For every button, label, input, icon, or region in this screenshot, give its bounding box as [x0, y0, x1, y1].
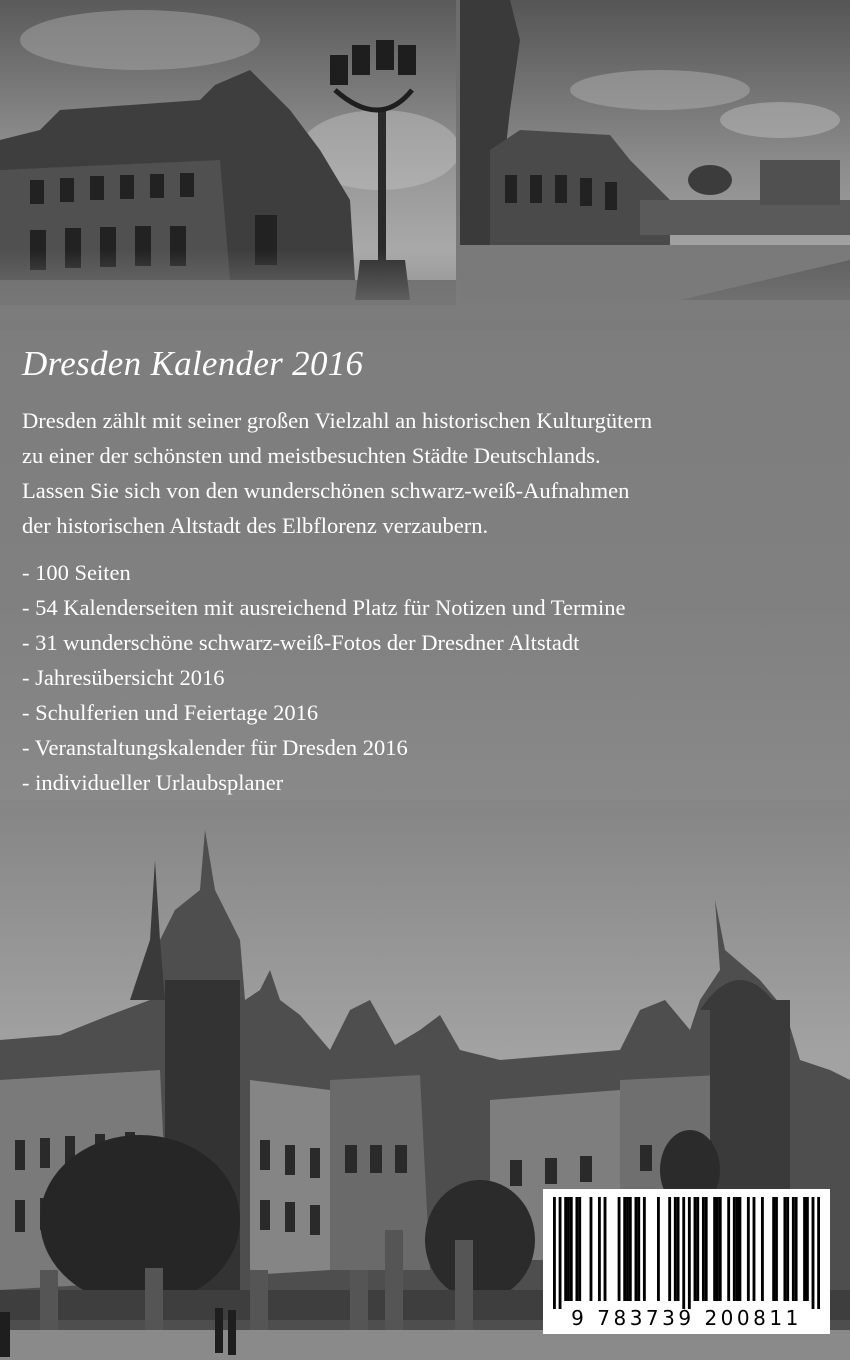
- barcode-bar: [747, 1197, 750, 1301]
- barcode-bar: [626, 1197, 629, 1301]
- barcode-bar: [657, 1197, 660, 1301]
- barcode-bar: [677, 1197, 680, 1301]
- isbn-barcode: [543, 1189, 830, 1334]
- barcode-bar: [578, 1197, 581, 1301]
- barcode-bar: [637, 1197, 640, 1301]
- barcode-bar: [772, 1197, 775, 1301]
- barcode-bar: [575, 1197, 578, 1301]
- top-photo-fade: [0, 250, 850, 330]
- barcode-bar: [792, 1197, 795, 1301]
- barcode-bar: [604, 1197, 607, 1301]
- feature-item: - individueller Urlaubsplaner: [22, 765, 625, 800]
- description-line: Dresden zählt mit seiner großen Vielzahl an historischen Kulturgütern: [22, 408, 653, 433]
- barcode-bars: [553, 1197, 820, 1309]
- top-photo-band: [0, 0, 850, 320]
- description-line: Lassen Sie sich von den wunderschönen schwarz-weiß-Aufnahmen: [22, 478, 630, 503]
- barcode-bar: [736, 1197, 739, 1301]
- barcode-bar: [806, 1197, 809, 1301]
- barcode-bar: [727, 1197, 730, 1301]
- barcode-bar: [590, 1197, 593, 1301]
- barcode-bar: [559, 1197, 562, 1309]
- barcode-bar: [713, 1197, 716, 1301]
- barcode-bar: [618, 1197, 621, 1301]
- description-line: zu einer der schönsten und meistbesuchten Städte Deutschlands.: [22, 443, 601, 468]
- feature-item: - Schulferien und Feiertage 2016: [22, 695, 625, 730]
- barcode-bar: [567, 1197, 570, 1301]
- barcode-bar: [738, 1197, 741, 1301]
- barcode-bar: [570, 1197, 573, 1301]
- barcode-bar: [733, 1197, 736, 1301]
- barcode-bar: [643, 1197, 646, 1301]
- barcode-bar: [817, 1197, 820, 1309]
- barcode-bar: [753, 1197, 756, 1301]
- barcode-bar: [553, 1197, 556, 1309]
- description-line: der historischen Altstadt des Elbflorenz verzaubern.: [22, 513, 489, 538]
- feature-item: - Veranstaltungskalender für Dresden 2016: [22, 730, 625, 765]
- feature-item: - 54 Kalenderseiten mit ausreichend Platz für Notizen und Termine: [22, 590, 625, 625]
- barcode-bar: [786, 1197, 789, 1301]
- barcode-bar: [812, 1197, 815, 1309]
- feature-item: - 31 wunderschöne schwarz-weiß-Fotos der Dresdner Altstadt: [22, 625, 625, 660]
- barcode-bar: [682, 1197, 685, 1309]
- barcode-bar: [696, 1197, 699, 1301]
- barcode-bar: [783, 1197, 786, 1301]
- book-description: [22, 403, 822, 543]
- barcode-bar: [803, 1197, 806, 1301]
- barcode-bar: [775, 1197, 778, 1301]
- barcode-bar: [705, 1197, 708, 1301]
- barcode-bar: [688, 1197, 691, 1309]
- barcode-bar: [668, 1197, 671, 1301]
- isbn-number: 9 783739 200811: [571, 1306, 802, 1330]
- barcode-bar: [719, 1197, 722, 1301]
- barcode-bar: [598, 1197, 601, 1301]
- feature-item: - Jahresübersicht 2016: [22, 660, 625, 695]
- barcode-bar: [761, 1197, 764, 1301]
- barcode-bar: [564, 1197, 567, 1301]
- barcode-bar: [629, 1197, 632, 1301]
- barcode-bar: [623, 1197, 626, 1301]
- barcode-bar: [716, 1197, 719, 1301]
- barcode-bar: [674, 1197, 677, 1301]
- feature-list: [22, 555, 625, 800]
- book-title: Dresden Kalender 2016: [22, 344, 364, 383]
- barcode-bar: [694, 1197, 697, 1301]
- barcode-bar: [635, 1197, 638, 1301]
- barcode-bar: [702, 1197, 705, 1301]
- barcode-bar: [795, 1197, 798, 1301]
- feature-item: - 100 Seiten: [22, 555, 625, 590]
